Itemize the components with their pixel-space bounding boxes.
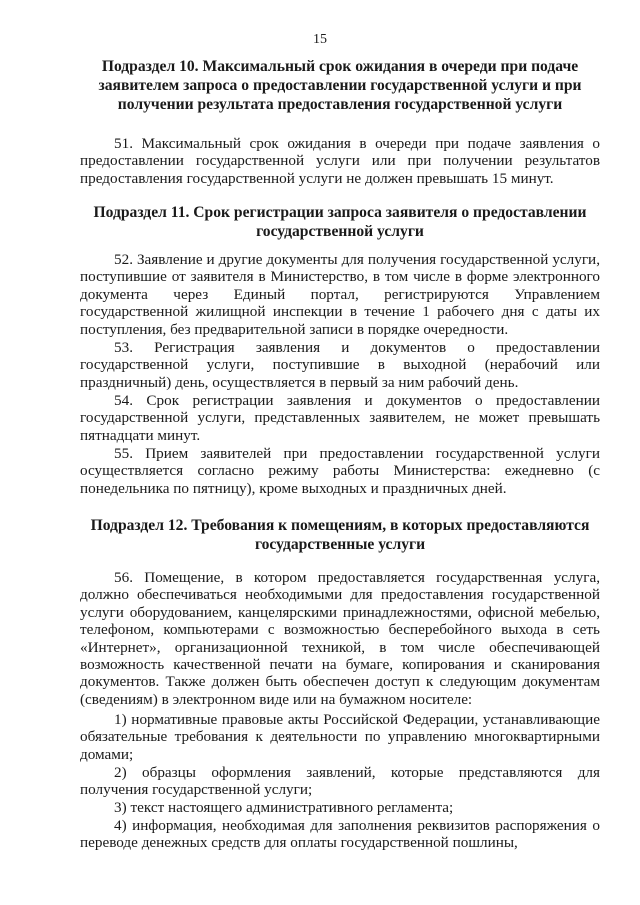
paragraph-52: 52. Заявление и другие документы для получения государственной услуги, поступившие от заявителя в Министерство, в том числе в форме электронного документа через Единый портал, регистрируются Управлением государственной жилищной инспекции в течение 1 рабочего дня с даты их поступления, без предварительной записи в порядке очередности. [80,251,600,338]
paragraph-54: 54. Срок регистрации заявления и документов о предоставлении государственной услуги, представленных заявителем, не может превышать пятнадцати минут. [80,392,600,444]
paragraph-55: 55. Прием заявителей при предоставлении государственной услуги осуществляется согласно режиму работы Министерства: ежедневно (с понедельника по пятницу), кроме выходных и праздничных дней. [80,445,600,497]
list-item-4: 4) информация, необходимая для заполнения реквизитов распоряжения о переводе денежных средств для оплаты государственной пошлины, [80,817,600,852]
list-item-1: 1) нормативные правовые акты Российской Федерации, устанавливающие обязательные требования к деятельности по управлению многоквартирными домами; [80,711,600,763]
paragraph-53: 53. Регистрация заявления и документов о предоставлении государственной услуги, поступившие в выходной (нерабочий или праздничный) день, осуществляется в первый за ним рабочий день. [80,339,600,391]
section-10-heading: Подраздел 10. Максимальный срок ожидания в очереди при подаче заявителем запроса о предоставлении государственной услуги и при получении результата предоставления государственной услуги [98,58,582,113]
section-12-heading: Подраздел 12. Требования к помещениям, в которых предоставляются государственные услуги [90,517,590,553]
section-11-heading: Подраздел 11. Срок регистрации запроса заявителя о предоставлении государственной услуги [93,204,587,240]
paragraph-56: 56. Помещение, в котором предоставляется государственная услуга, должно обеспечиваться необходимыми для предоставления государственной услуги оборудованием, канцелярскими принадлежностями, офисной мебелью, телефоном, компьютерами с возможностью бесперебойного выхода в сеть «Интернет», организационной техникой, в том числе обеспечивающей возможность качественной печати на бумаге, копирования и сканирования документов. Также должен быть обеспечен доступ к следующим документам (сведениям) в электронном виде или на бумажном носителе: [80,569,600,708]
list-item-3: 3) текст настоящего административного регламента; [114,799,454,816]
paragraph-51: 51. Максимальный срок ожидания в очереди при подаче заявления о предоставлении государственной услуги или при получении результатов предоставления государственной услуги не должен превышать 15 минут. [80,135,600,187]
list-item-2: 2) образцы оформления заявлений, которые представляются для получения государственной услуги; [80,764,600,799]
page-number: 15 [313,32,327,47]
